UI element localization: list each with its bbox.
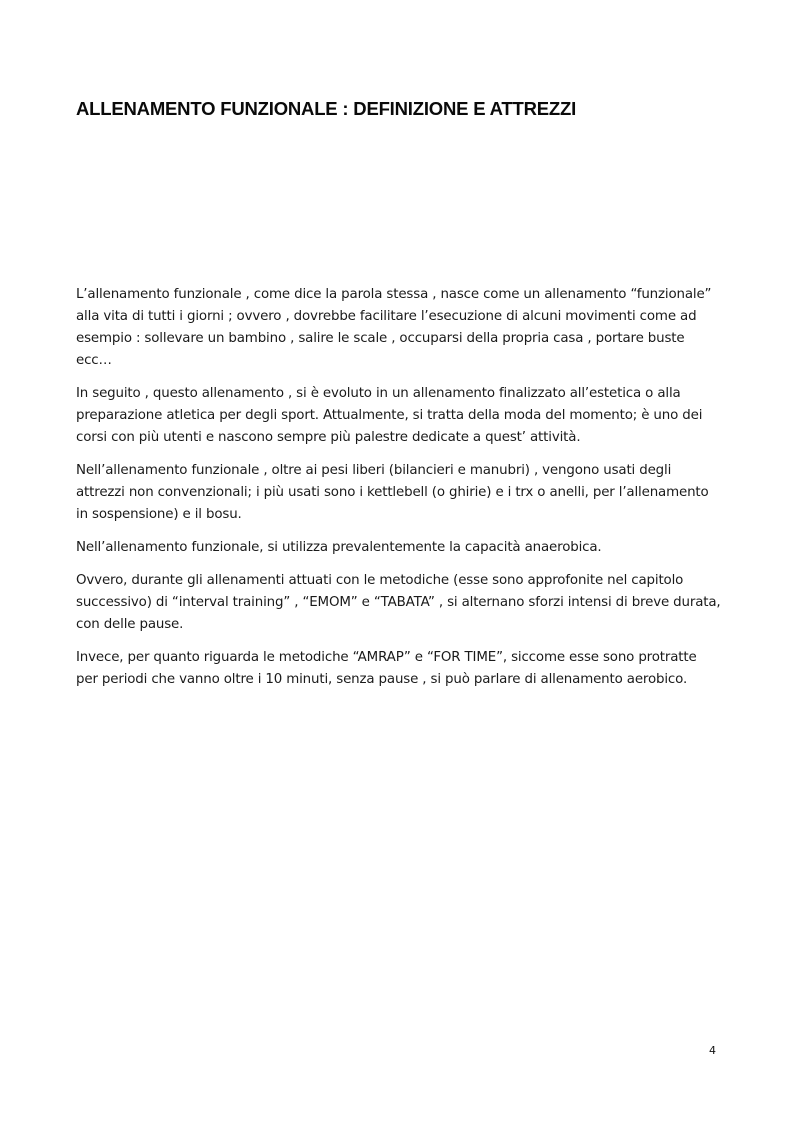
paragraph-anaerobic: Nell’allenamento funzionale, si utilizza prevalentemente la capacità anaerobica. [76,540,602,555]
paragraph-equipment: Nell’allenamento funzionale , oltre ai pesi liberi (bilancieri e manubri) , vengono usati degli attrezzi non convenzionali; i più usati sono i kettlebell (o ghirie) e i trx o anelli, per l’allenamento in sospensione) e il bosu. [76,463,709,522]
paragraph-origin: L’allenamento funzionale , come dice la parola stessa , nasce come un allenamento “funzionale” alla vita di tutti i giorni ; ovvero , dovrebbe facilitare l’esecuzione di alcuni movimenti come ad esempio : sollevare un bambino , salire le scale , occuparsi della propria casa , portare buste ecc… [76,287,712,368]
paragraph-evolution: In seguito , questo allenamento , si è evoluto in un allenamento finalizzato all’estetica o alla preparazione atletica per degli sport. Attualmente, si tratta della moda del momento; è uno dei corsi con più utenti e nascono sempre più palestre dedicate a quest’ attività. [76,386,703,445]
body-text [76,284,722,702]
paragraph-aerobic: Invece, per quanto riguarda le metodiche “AMRAP” e “FOR TIME”, siccome esse sono protratte per periodi che vanno oltre i 10 minuti, senza pause , si può parlare di allenamento aerobico. [76,650,697,687]
paragraph-methods: Ovvero, durante gli allenamenti attuati con le metodiche (esse sono approfonite nel capitolo successivo) di “interval training” , “EMOM” e “TABATA” , si alternano sforzi intensi di breve durata, con delle pause. [76,573,721,632]
page-number: 4 [709,1044,716,1057]
page-title: ALLENAMENTO FUNZIONALE : DEFINIZIONE E ATTREZZI [76,98,577,119]
